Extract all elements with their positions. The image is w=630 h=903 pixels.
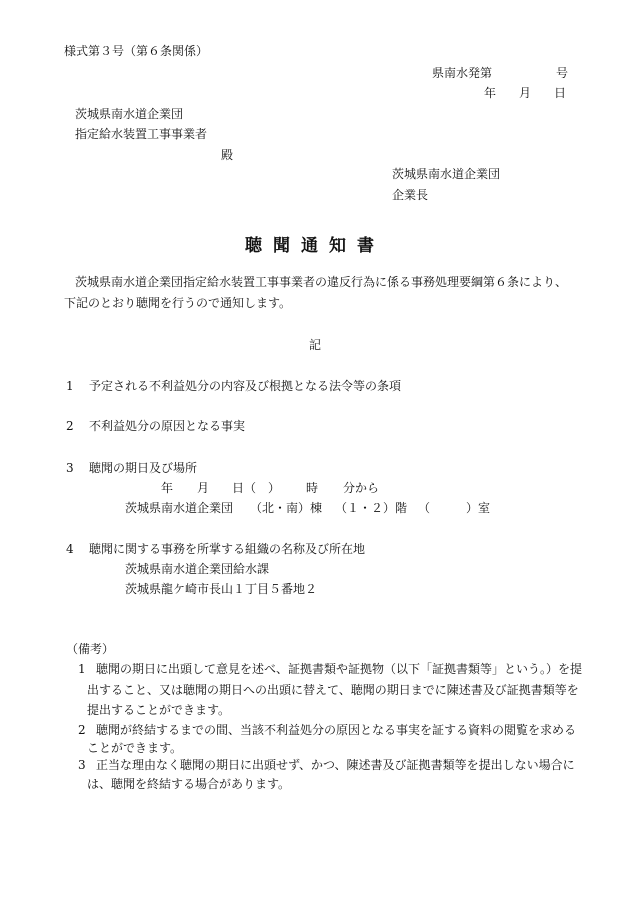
hearing-hour: 時 — [306, 481, 319, 495]
date-day: 日 — [554, 86, 567, 100]
recipient-title: 指定給水装置工事事業者 — [75, 127, 208, 141]
remark-3-line-2: は、聴聞を終結する場合があります。 — [87, 777, 291, 791]
item-3-number: 3 — [66, 461, 74, 475]
date-year: 年 — [484, 86, 497, 100]
item-4-number: 4 — [66, 542, 74, 556]
remark-2-line-1: 聴聞が終結するまでの間、当該不利益処分の原因となる事実を証する資料の閲覧を求める — [96, 723, 577, 737]
item-2-number: 2 — [66, 419, 74, 433]
recipient-honorific: 殿 — [221, 148, 234, 162]
doc-number-suffix: 号 — [556, 66, 569, 80]
form-label: 様式第３号（第６条関係） — [64, 44, 209, 58]
sender-org: 茨城県南水道企業団 — [392, 167, 501, 181]
hearing-year: 年 — [161, 481, 174, 495]
place-floor: （１・２）階 — [335, 501, 408, 515]
document-title: 聴聞通知書 — [245, 236, 385, 256]
recipient-org: 茨城県南水道企業団 — [75, 107, 184, 121]
remark-2-number: 2 — [78, 723, 86, 737]
remark-1-line-2: 出すること、又は聴聞の期日への出頭に替えて、聴聞の期日までに陳述書及び証拠書類等を — [87, 683, 579, 697]
ki-label: 記 — [309, 338, 322, 352]
place-org: 茨城県南水道企業団 — [125, 501, 234, 515]
item-4-text: 聴聞に関する事務を所掌する組織の名称及び所在地 — [89, 542, 366, 556]
remark-1-line-1: 聴聞の期日に出頭して意見を述べ、証拠書類や証拠物（以下「証拠書類等」という。）を提 — [96, 662, 583, 676]
item-1-text: 予定される不利益処分の内容及び根拠となる法令等の条項 — [89, 379, 402, 393]
remark-1-number: 1 — [78, 662, 86, 676]
intro-line-1: 茨城県南水道企業団指定給水装置工事事業者の違反行為に係る事務処理要綱第６条により、 — [75, 275, 568, 289]
remark-1-line-3: 提出することができます。 — [87, 703, 231, 717]
item-2-text: 不利益処分の原因となる事実 — [89, 419, 246, 433]
office-name: 茨城県南水道企業団給水課 — [125, 562, 270, 576]
intro-line-2: 下記のとおり聴聞を行うので通知します。 — [64, 296, 292, 310]
sender-title: 企業長 — [392, 188, 429, 202]
place-wing: （北・南）棟 — [250, 501, 323, 515]
place-room: （ ）室 — [418, 501, 491, 515]
hearing-minute: 分から — [343, 481, 380, 495]
hearing-month: 月 — [197, 481, 210, 495]
item-1-number: 1 — [66, 379, 74, 393]
remark-2-line-2: ことができます。 — [87, 741, 183, 755]
remark-3-line-1: 正当な理由なく聴聞の期日に出頭せず、かつ、陳述書及び証拠書類等を提出しない場合に — [96, 758, 575, 772]
doc-number-prefix: 県南水発第 — [432, 66, 493, 80]
remarks-heading: （備考） — [66, 642, 115, 656]
office-address: 茨城県龍ケ崎市長山１丁目５番地２ — [125, 582, 318, 596]
item-3-text: 聴聞の期日及び場所 — [89, 461, 198, 475]
date-month: 月 — [519, 86, 532, 100]
remark-3-number: 3 — [78, 758, 86, 772]
hearing-day: 日（ ） — [232, 481, 281, 495]
